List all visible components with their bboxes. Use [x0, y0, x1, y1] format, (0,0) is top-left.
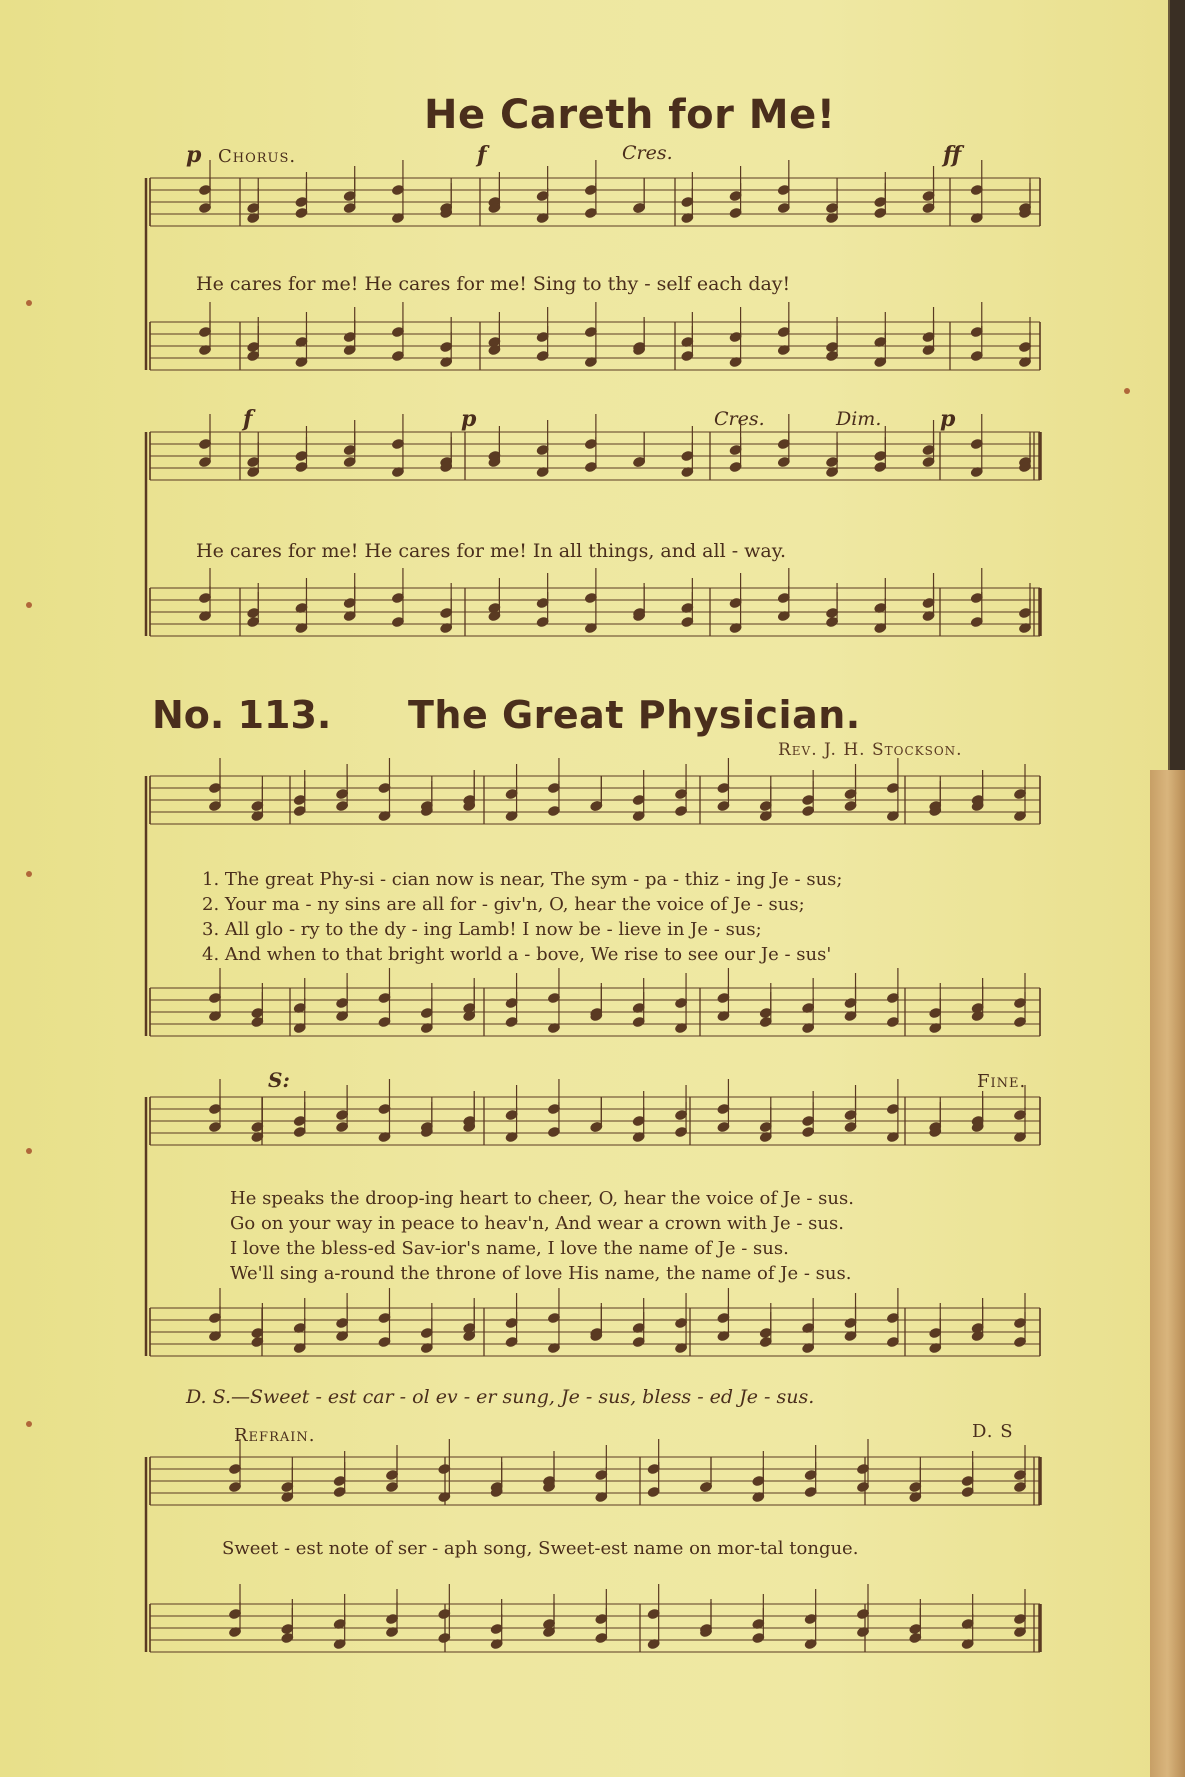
crescendo-mark: Cres.	[622, 142, 673, 164]
hymn-title: He Careth for Me!	[424, 92, 836, 138]
adjacent-page-edge	[1150, 770, 1185, 1777]
dynamic-forte: f	[243, 406, 253, 432]
dynamic-piano: p	[186, 142, 202, 168]
verse-line: 2. Your ma - ny sins are all for - giv'n, O, hear the voice of Je - sus;	[202, 894, 805, 915]
dal-segno-line: D. S.—Sweet - est car - ol ev - er sung, Je - sus, bless - ed Je - sus.	[186, 1386, 815, 1408]
verse-line: I love the bless-ed Sav-ior's name, I love the name of Je - sus.	[230, 1238, 789, 1259]
dynamic-forte: f	[477, 142, 487, 168]
verse-line: Go on your way in peace to heav'n, And wear a crown with Je - sus.	[230, 1213, 844, 1234]
fine-label: Fine.	[977, 1071, 1027, 1092]
lyric-line: He cares for me! He cares for me! In all things, and all - way.	[196, 540, 787, 562]
verse-line: He speaks the droop-ing heart to cheer, O, hear the voice of Je - sus.	[230, 1188, 854, 1209]
verse-line: 3. All glo - ry to the dy - ing Lamb! I now be - lieve in Je - sus;	[202, 919, 762, 940]
chorus-label: Chorus.	[218, 146, 297, 167]
refrain-lyric: Sweet - est note of ser - aph song, Sweet-est name on mor-tal tongue.	[222, 1538, 859, 1559]
dynamic-piano: p	[461, 406, 477, 432]
diminuendo-mark: Dim.	[836, 408, 882, 430]
hymn-number: No. 113.	[152, 693, 332, 737]
refrain-label: Refrain.	[234, 1425, 316, 1446]
dynamic-fortissimo: ff	[943, 142, 962, 168]
verse-line: 4. And when to that bright world a - bove, We rise to see our Je - sus'	[202, 944, 832, 965]
crescendo-mark: Cres.	[714, 408, 765, 430]
dynamic-piano: p	[940, 406, 956, 432]
author-credit: Rev. J. H. Stockson.	[778, 740, 963, 760]
segno-sign: S:	[268, 1068, 290, 1092]
verse-line: 1. The great Phy-si - cian now is near, The sym - pa - thiz - ing Je - sus;	[202, 869, 843, 890]
lyric-line: He cares for me! He cares for me! Sing to thy - self each day!	[196, 273, 791, 295]
dal-segno-label: D. S	[972, 1421, 1014, 1442]
verse-line: We'll sing a-round the throne of love His name, the name of Je - sus.	[230, 1263, 852, 1284]
hymn-title: The Great Physician.	[408, 693, 861, 737]
